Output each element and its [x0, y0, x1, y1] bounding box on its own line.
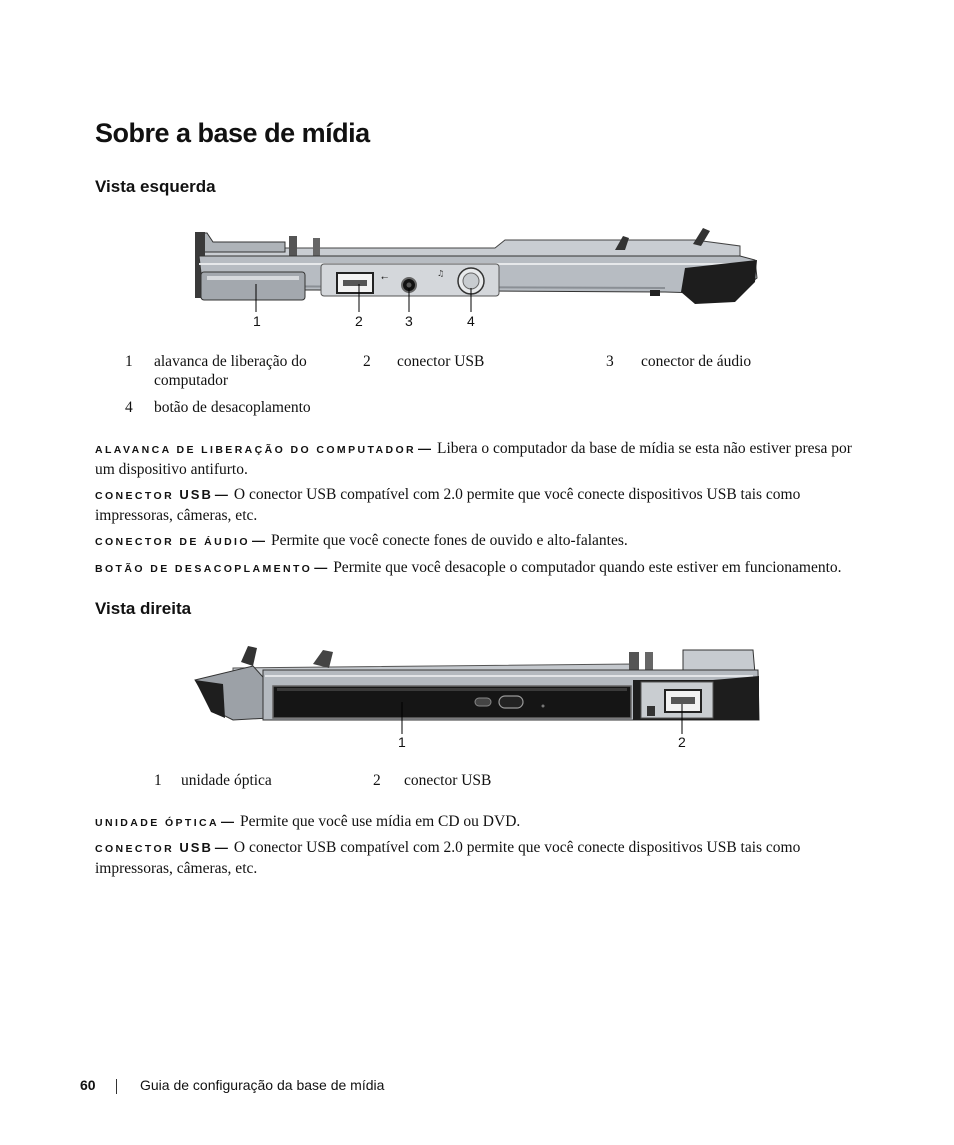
callout-label: 2 [678, 734, 686, 750]
legend-label: conector USB [404, 772, 492, 789]
description-term [95, 840, 213, 855]
description-release-lever [95, 439, 870, 480]
legend-label: alavanca de liberação do [154, 353, 307, 370]
em-dash: — [214, 840, 228, 855]
legend-number: 2 [373, 772, 381, 789]
description-undock-button [95, 558, 885, 579]
page-number: 60 [80, 1077, 96, 1093]
callout-label: 1 [253, 313, 261, 329]
description-audio-connector [95, 531, 870, 552]
em-dash: — [251, 533, 265, 548]
description-term: ALAVANCA DE LIBERAÇÃO DO COMPUTADOR [95, 444, 417, 456]
right-view-illustration [193, 640, 763, 740]
legend-label: conector USB [397, 353, 485, 370]
callout-label: 3 [405, 313, 413, 329]
description-optical-drive [95, 812, 870, 833]
right-view-legend [0, 771, 954, 793]
em-dash: — [418, 441, 432, 456]
callout-label: 2 [355, 313, 363, 329]
term-suffix: USB [179, 487, 213, 502]
svg-text:♫: ♫ [437, 269, 445, 278]
section-heading-left-view: Vista esquerda [95, 177, 216, 196]
page-title: Sobre a base de mídia [95, 118, 370, 148]
term-prefix: CONECTOR [95, 490, 175, 502]
description-text: Permite que você use mídia em CD ou DVD. [240, 813, 521, 830]
footer-divider [116, 1079, 117, 1094]
svg-text:⭠: ⭠ [381, 273, 389, 283]
description-text: Permite que você desacople o computador quando este estiver em funcionamento. [333, 559, 842, 576]
description-term [95, 487, 213, 502]
legend-label: computador [154, 372, 229, 389]
left-view-illustration [195, 228, 765, 338]
legend-label: conector de áudio [641, 353, 752, 370]
description-term: CONECTOR DE ÁUDIO [95, 536, 250, 548]
description-text: Permite que você conecte fones de ouvido e alto-falantes. [270, 532, 628, 549]
em-dash: — [314, 560, 328, 575]
description-usb-connector [95, 485, 870, 526]
legend-number: 4 [125, 399, 133, 416]
description-term: UNIDADE ÓPTICA [95, 817, 220, 829]
description-usb-connector-right [95, 838, 870, 879]
term-suffix: USB [179, 840, 213, 855]
callout-label: 1 [398, 734, 406, 750]
description-term: BOTÃO DE DESACOPLAMENTO [95, 563, 313, 575]
description-text: O conector USB compatível com 2.0 permite que você conecte dispositivos USB tais como impressoras, câmeras, etc. [95, 839, 801, 877]
em-dash: — [221, 814, 235, 829]
legend-number: 2 [363, 353, 371, 370]
description-text: O conector USB compatível com 2.0 permite que você conecte dispositivos USB tais como impressoras, câmeras, etc. [95, 486, 801, 524]
term-prefix: CONECTOR [95, 843, 175, 855]
description-text: Libera o computador da base de mídia se esta não estiver presa por um dispositivo antifurto. [95, 440, 852, 478]
legend-label: botão de desacoplamento [154, 399, 311, 416]
em-dash: — [214, 487, 228, 502]
legend-number: 3 [606, 353, 614, 370]
left-view-legend [0, 352, 954, 422]
legend-label: unidade óptica [181, 772, 272, 789]
legend-number: 1 [125, 353, 133, 370]
footer-title: Guia de configuração da base de mídia [140, 1077, 385, 1093]
callout-label: 4 [467, 313, 475, 329]
legend-number: 1 [154, 772, 162, 789]
section-heading-right-view: Vista direita [95, 599, 192, 618]
